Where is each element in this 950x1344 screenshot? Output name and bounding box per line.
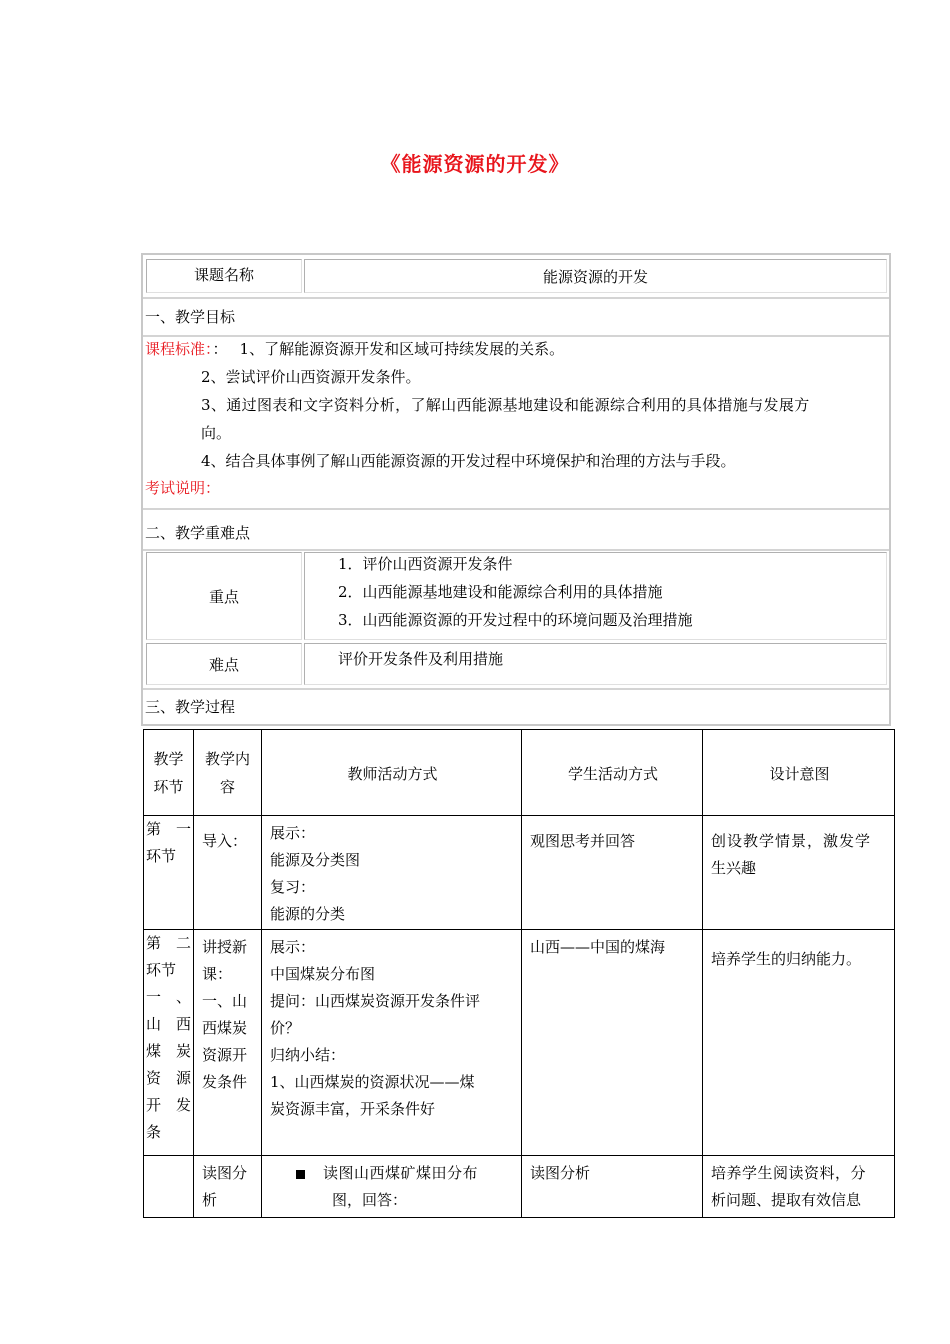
square-bullet-icon	[296, 1170, 305, 1179]
table-row	[144, 1156, 895, 1218]
header-purpose: 设计意图	[703, 730, 895, 816]
purpose-cell: 培养学生的归纳能力。	[703, 930, 895, 1156]
student-cell: 读图分析	[522, 1156, 703, 1218]
standard-label: 课程标准：	[145, 340, 213, 358]
teacher-cell: 展示： 能源及分类图 复习： 能源的分类	[262, 816, 522, 930]
key-label: 重点	[208, 588, 239, 606]
standard-line: 课程标准：： 1、了解能源资源开发和区域可持续发展的关系。	[145, 340, 565, 358]
header-student: 学生活动方式	[522, 730, 703, 816]
section-key-points: 二、教学重难点	[145, 524, 251, 542]
topic-label: 课题名称	[193, 266, 254, 284]
goal-3: 3、通过图表和文字资料分析，了解山西能源基地建设和能源综合利用的具体措施与发展方	[201, 396, 810, 414]
goal-4: 4、结合具体事例了解山西能源资源的开发过程中环境保护和治理的方法与手段。	[201, 452, 736, 470]
key-item-1: 1．评价山西资源开发条件	[338, 555, 513, 573]
table-row	[144, 930, 895, 1156]
goal-3-cont: 向。	[201, 424, 232, 442]
table-row	[144, 816, 895, 930]
stage-cell	[144, 1156, 194, 1218]
table-header-row	[144, 730, 895, 816]
content-cell: 导入：	[194, 816, 262, 930]
exam-label: 考试说明：	[145, 479, 221, 497]
key-item-2: 2．山西能源基地建设和能源综合利用的具体措施	[338, 583, 663, 601]
header-teacher: 教师活动方式	[262, 730, 522, 816]
section-teaching-process: 三、教学过程	[145, 698, 236, 716]
section-teaching-goals: 一、教学目标	[145, 308, 236, 326]
stage-cell: 第 一 环节	[144, 816, 194, 930]
purpose-cell: 培养学生阅读资料，分 析问题、提取有效信息	[703, 1156, 895, 1218]
teacher-cell: 读图山西煤矿煤田分布 图，回答：	[262, 1156, 522, 1218]
student-cell: 观图思考并回答	[522, 816, 703, 930]
process-table	[143, 729, 895, 1218]
content-cell: 讲授新 课： 一、山 西煤炭 资源开 发条件	[194, 930, 262, 1156]
student-cell: 山西——中国的煤海	[522, 930, 703, 1156]
topic-value: 能源资源的开发	[542, 268, 648, 286]
header-content: 教学内 容	[194, 730, 262, 816]
diff-label: 难点	[208, 656, 239, 674]
purpose-cell: 创设教学情景，激发学 生兴趣	[703, 816, 895, 930]
diff-value: 评价开发条件及利用措施	[338, 650, 504, 668]
goal-2: 2、尝试评价山西资源开发条件。	[201, 368, 421, 386]
key-item-3: 3．山西能源资源的开发过程中的环境问题及治理措施	[338, 611, 693, 629]
header-stage: 教学 环节	[144, 730, 194, 816]
content-cell: 读图分 析	[194, 1156, 262, 1218]
page-title: 《能源资源的开发》	[380, 152, 570, 176]
stage-cell: 第 二 环节 一 、 山 西 煤 炭 资 源 开 发 条	[144, 930, 194, 1156]
teacher-cell: 展示： 中国煤炭分布图 提问：山西煤炭资源开发条件评 价？ 归纳小结： 1、山西煤炭的资源状况——煤 炭资源丰富，开采条件好	[262, 930, 522, 1156]
goal-1: 1、了解能源资源开发和区域可持续发展的关系。	[239, 340, 565, 358]
course-info-table	[141, 253, 891, 726]
